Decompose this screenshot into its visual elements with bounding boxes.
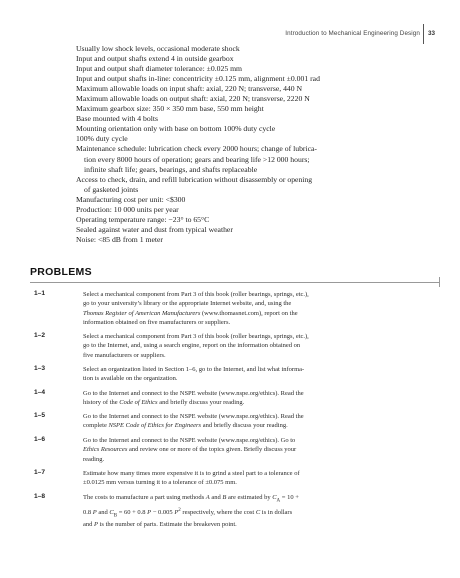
problem-text-line [83, 445, 419, 454]
problem-number: 1–1 [34, 290, 46, 297]
text-run: are estimated by [226, 494, 273, 501]
spec-line: Input and output shafts in-line: concentricity ±0.125 mm, alignment ±0.001 rad [76, 74, 320, 84]
problem-text-line [83, 309, 419, 318]
text-run: and [209, 494, 223, 501]
problem-text-line [83, 374, 419, 383]
text-run: and briefly discuss your reading. [201, 422, 288, 430]
italic-text: P [147, 508, 152, 516]
text-run: five manufacturers or suppliers. [83, 351, 166, 359]
running-head: Introduction to Mechanical Engineering Design [285, 30, 420, 37]
problem-text [83, 332, 419, 360]
problem-text-line [83, 299, 419, 308]
spec-line: Input and output shafts extend 4 in outside gearbox [76, 54, 234, 64]
text-run: is the number of parts. Estimate the breakeven point. [98, 521, 237, 529]
problem-text-line [83, 398, 419, 407]
problem-text-line [83, 412, 419, 421]
problem-number: 1–5 [34, 412, 46, 419]
problem-text-line [83, 520, 419, 529]
italic-text: C [255, 508, 261, 516]
italic-text: Thomas Register of American Manufacturers [83, 309, 201, 317]
subscript: A [276, 498, 281, 504]
text-run: and briefly discuss your reading. [157, 399, 245, 407]
problem-text [83, 290, 419, 327]
maintenance-line: Maintenance schedule: lubrication check every 2000 hours; change of lubrica- [76, 144, 317, 154]
problem-text-line [83, 389, 419, 398]
problem-text [83, 412, 419, 431]
text-run: Go to the Internet and connect to the NSPE website (www.nspe.org/ethics). Read the [83, 413, 304, 420]
italic-text: C [272, 494, 277, 501]
problem-text [83, 389, 419, 408]
problem-text-line [83, 469, 419, 478]
problem-text-line [83, 478, 419, 487]
spec-list [76, 44, 424, 245]
italic-text: Code of Ethics [119, 399, 158, 407]
text-run: complete [83, 422, 109, 430]
spec-line: Input and output shaft diameter tolerance: ±0.025 mm [76, 64, 243, 74]
problem-text-line [83, 318, 419, 327]
text-run: and [83, 521, 95, 529]
problem-text [83, 436, 419, 464]
italic-text: C [109, 508, 114, 516]
header-divider [423, 24, 424, 44]
text-run: history of the [83, 399, 120, 407]
problem-number: 1–8 [34, 493, 46, 500]
spec-line: Mounting orientation only with base on bottom 100% duty cycle [76, 124, 276, 134]
text-run: Estimate how many times more expensive it is to grind a steel part to a tolerance of [83, 470, 300, 477]
spec-line: Maximum allowable loads on output shaft: axial, 220 N; transverse, 2220 N [76, 94, 310, 104]
problem-text-line [83, 436, 419, 445]
problem-text [83, 365, 419, 384]
access-line: Access to check, drain, and refill lubrication without disassembly or opening [76, 174, 313, 184]
text-run: (www.thomasnet.com), report on the [200, 309, 298, 317]
problem-text [83, 493, 419, 530]
spec-line: Usually low shock levels, occasional moderate shock [76, 44, 240, 53]
text-run: Select a mechanical component from Part 3 of this book (roller bearings, springs, etc.), [83, 291, 309, 298]
problem-text [83, 469, 419, 488]
text-run: is in dollars [260, 508, 293, 516]
text-run: ±0.0125 mm versus turning it to a tolerance of ±0.075 mm. [83, 479, 237, 487]
italic-text: Ethics Resources [83, 446, 128, 454]
italic-text: A [205, 494, 210, 501]
text-run: reading. [83, 455, 105, 463]
italic-text: P [174, 508, 179, 516]
text-run: Select an organization listed in Section 1–6, go to the Internet, and list what informa- [83, 366, 305, 373]
superscript: 2 [178, 507, 181, 513]
italic-text: P [94, 521, 98, 529]
problem-text-line [83, 290, 419, 299]
section-heading: PROBLEMS [30, 266, 92, 278]
spec-line: Manufacturing cost per unit: <$300 [76, 194, 186, 204]
maintenance-line: tion every 8000 hours of operation; gears and bearing life >12 000 hours; [84, 154, 310, 164]
text-run: information obtained on five manufacturers or suppliers. [83, 318, 231, 326]
text-run: tion is available on the organization. [83, 375, 178, 383]
page-header [0, 0, 460, 40]
spec-line: Noise: <85 dB from 1 meter [76, 234, 163, 244]
text-run: = 60 + 0.8 [117, 508, 148, 516]
problem-text-line [83, 341, 419, 350]
spec-line: Maximum allowable loads on input shaft: axial, 220 N; transverse, 440 N [76, 84, 303, 94]
section-rule-tick [439, 277, 440, 287]
subscript: B [113, 513, 118, 519]
problem-text-line [83, 455, 419, 464]
text-run: The costs to manufacture a part using methods [83, 494, 206, 501]
problem-text-line [83, 506, 419, 521]
text-run: Go to the Internet and connect to the NSPE website (www.nspe.org/ethics). Go to [83, 437, 296, 444]
problem-number: 1–6 [34, 436, 46, 443]
problem-text-line [83, 365, 419, 374]
text-run: = 10 + [280, 494, 299, 501]
text-run: go to your university’s library or the appropriate Internet website, and, using the [83, 300, 292, 308]
page-number: 33 [428, 30, 436, 37]
maintenance-line: infinite shaft life; gears, bearings, and shafts replaceable [84, 164, 258, 174]
problem-text-line [83, 332, 419, 341]
spec-line: Maximum gearbox size: 350 × 350 mm base, 550 mm height [76, 104, 264, 114]
spec-line: 100% duty cycle [76, 134, 128, 144]
text-run: 0.8 [83, 508, 93, 516]
problem-number: 1–3 [34, 365, 46, 372]
spec-line: Operating temperature range: −23° to 65°C [76, 214, 210, 224]
text-run: Select a mechanical component from Part 3 of this book (roller bearings, springs, etc.), [83, 333, 309, 340]
problem-text-line [83, 493, 419, 506]
section-rule [30, 282, 440, 283]
italic-text: NSPE Code of Ethics for Engineers [108, 422, 202, 430]
problem-text-line [83, 351, 419, 360]
problem-text-line [83, 421, 419, 430]
text-run: go to the Internet, and, using a search engine, report on the information obtained on [83, 342, 301, 350]
spec-line: Base mounted with 4 bolts [76, 114, 158, 124]
problem-number: 1–7 [34, 469, 46, 476]
text-run: Go to the Internet and connect to the NSPE website (www.nspe.org/ethics). Read the [83, 390, 304, 397]
spec-line: Sealed against water and dust from typical weather [76, 224, 233, 234]
problem-number: 1–4 [34, 389, 46, 396]
text-run: − 0.005 [151, 508, 175, 516]
text-run: and [96, 508, 110, 516]
spec-line: Production: 10 000 units per year [76, 204, 179, 214]
italic-text: B [222, 494, 227, 501]
text-run: respectively, where the cost [180, 508, 256, 516]
problem-number: 1–2 [34, 332, 46, 339]
text-run: and review one or more of the topics given. Briefly discuss your [127, 446, 297, 454]
access-line: of gasketed joints [84, 184, 139, 194]
italic-text: P [92, 508, 97, 516]
